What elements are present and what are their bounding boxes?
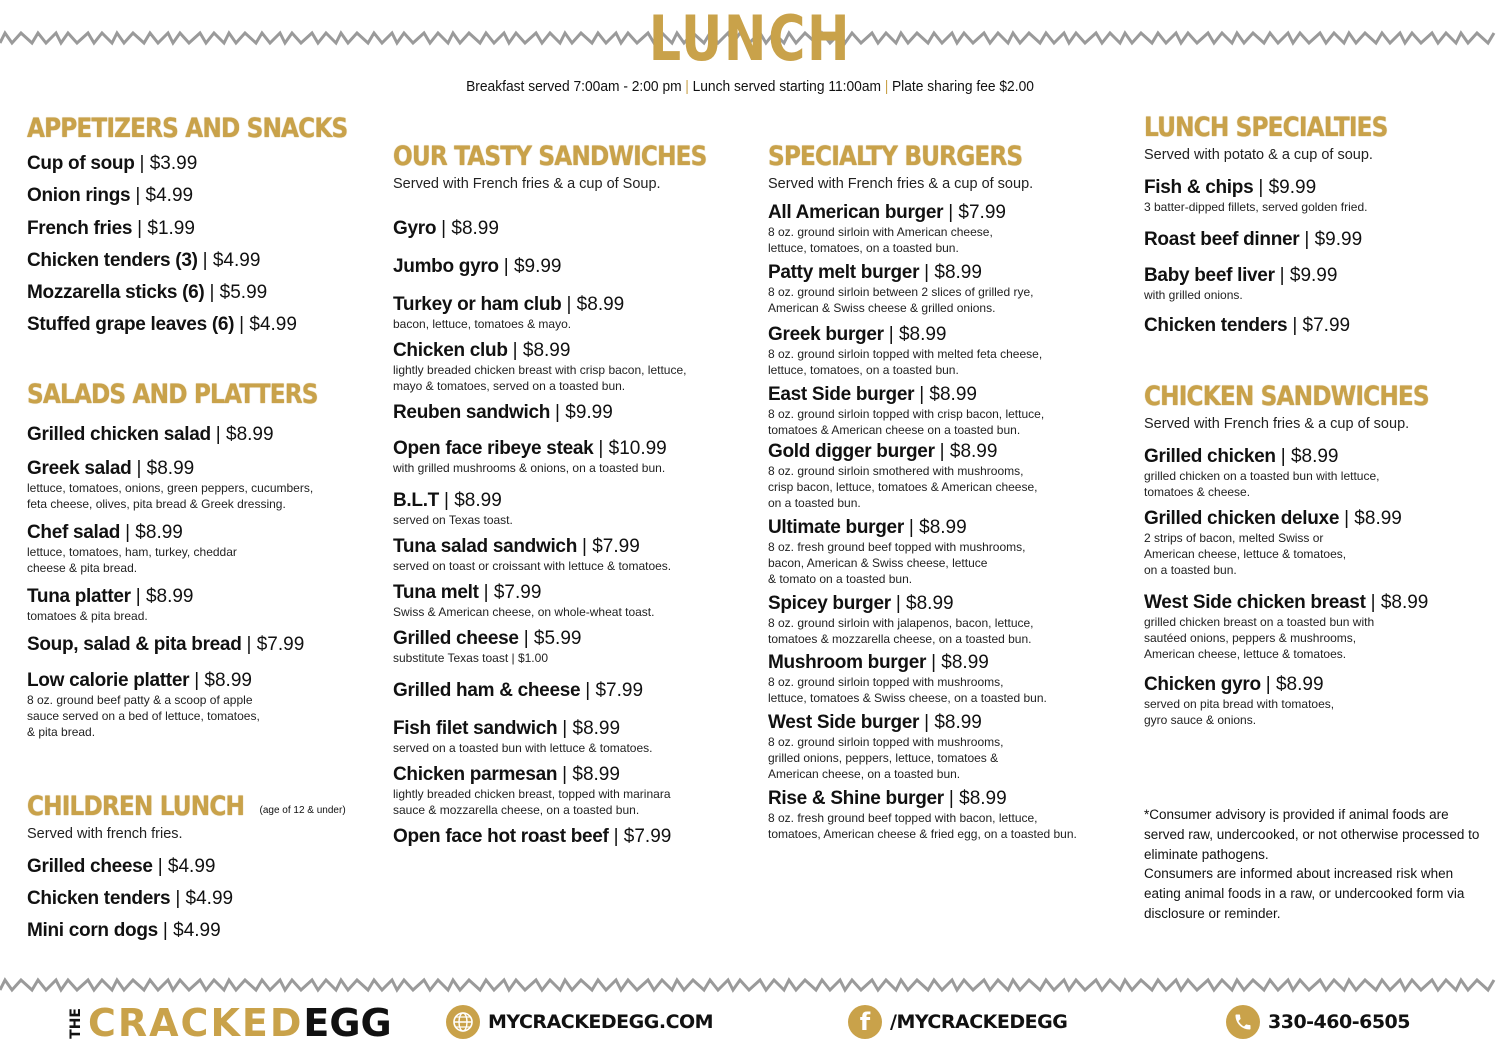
menu-item-price: | $7.99 <box>948 202 1006 223</box>
menu-item-description: 8 oz. ground sirloin topped with mushrooms, grilled onions, peppers, lettuce, tomatoes & American cheese, on a toasted bun. <box>768 735 1004 781</box>
chicken-subtitle: Served with French fries & a cup of soup. <box>1144 416 1410 432</box>
menu-item-line <box>1144 177 1484 199</box>
menu-item-name: Greek burger <box>768 324 884 345</box>
burgers-subtitle: Served with French fries & a cup of soup. <box>768 176 1034 192</box>
menu-item-price: | $9.99 <box>1304 229 1363 250</box>
menu-item-name: West Side chicken breast <box>1144 592 1366 613</box>
menu-item-line <box>768 593 1128 615</box>
facebook-text: /MYCRACKEDEGG <box>890 1011 1068 1033</box>
menu-item-line <box>393 536 753 558</box>
appetizers-list <box>27 153 367 347</box>
menu-item-name: Low calorie platter <box>27 670 190 691</box>
menu-item-price: | $4.99 <box>175 888 234 909</box>
menu-item-name: Grilled cheese <box>393 628 519 649</box>
menu-item-line <box>1144 229 1484 251</box>
menu-item <box>393 490 753 528</box>
menu-item <box>1144 177 1484 215</box>
menu-item <box>393 294 753 332</box>
burgers-list <box>768 202 1128 842</box>
menu-item-line <box>27 458 367 480</box>
menu-item-description: with grilled mushrooms & onions, on a toasted bun. <box>393 461 666 475</box>
menu-item-name: Reuben sandwich <box>393 402 551 423</box>
menu-item-price: | $8.99 <box>441 218 499 239</box>
menu-item-name: Chicken tenders <box>27 888 171 909</box>
menu-item-price: | $8.99 <box>562 764 620 785</box>
menu-item <box>1144 265 1484 303</box>
menu-item-name: Grilled chicken <box>1144 446 1276 467</box>
menu-item-line <box>393 340 753 362</box>
menu-item <box>393 582 753 620</box>
advisory-text: *Consumer advisory is provided if animal foods are served raw, undercooked, or not otherwise processed to eliminate pathogens. Consumers are informed about increased risk when eating animal foods in a raw, or undercooked form via disclosure or reminder. <box>1144 807 1480 921</box>
menu-item-name: Patty melt burger <box>768 262 920 283</box>
menu-item-description: 3 batter-dipped fillets, served golden fried. <box>1144 200 1368 214</box>
menu-item <box>768 384 1128 438</box>
menu-item <box>768 788 1128 842</box>
menu-item-price: | $9.99 <box>503 256 562 277</box>
menu-item-line <box>27 856 367 878</box>
menu-item <box>393 256 753 278</box>
burgers-section <box>768 140 1128 842</box>
menu-item-line <box>27 153 367 175</box>
menu-item-price: | $8.99 <box>924 262 982 283</box>
salads-section <box>27 378 367 740</box>
menu-item-description: lightly breaded chicken breast, topped with marinara sauce & mozzarella cheese, on a toasted bun. <box>393 787 671 817</box>
menu-item-line <box>1144 674 1484 696</box>
menu-item-price: | $8.99 <box>1344 508 1402 529</box>
menu-item-line <box>768 652 1128 674</box>
menu-item-price: | $8.99 <box>1280 446 1339 467</box>
children-list <box>27 856 367 942</box>
menu-item-price: | $1.99 <box>137 217 195 239</box>
menu-item-description: 8 oz. ground sirloin topped with mushrooms, lettuce, tomatoes & Swiss cheese, on a toasted bun. <box>768 675 1047 705</box>
menu-item <box>393 536 753 574</box>
menu-item <box>1144 315 1484 337</box>
menu-item-description: substitute Texas toast | $1.00 <box>393 651 548 665</box>
menu-item <box>27 888 367 910</box>
menu-item-price: | $7.99 <box>246 634 305 655</box>
menu-item-price: | $9.99 <box>1279 265 1338 286</box>
consumer-advisory <box>1144 805 1484 924</box>
menu-item-price: | $7.99 <box>582 536 640 557</box>
menu-item-price: | $4.99 <box>162 920 221 941</box>
children-heading: CHILDREN LUNCH <box>27 791 245 822</box>
children-age-note: (age of 12 & under) <box>259 805 346 817</box>
specialties-list <box>1144 177 1484 337</box>
menu-item-name: Tuna melt <box>393 582 479 603</box>
menu-item <box>27 314 367 346</box>
menu-item-price: | $10.99 <box>598 438 667 459</box>
menu-item-description: grilled chicken on a toasted bun with lettuce, tomatoes & cheese. <box>1144 469 1380 499</box>
menu-item <box>393 402 753 424</box>
menu-item <box>1144 674 1484 728</box>
menu-item-name: Chicken parmesan <box>393 764 558 785</box>
menu-item-price: | $7.99 <box>483 582 542 603</box>
menu-item <box>27 153 367 185</box>
menu-item <box>27 670 367 740</box>
menu-item-line <box>768 712 1128 734</box>
menu-item-line <box>1144 592 1484 614</box>
menu-item-name: Onion rings <box>27 185 131 207</box>
menu-item-description: 8 oz. fresh ground beef topped with mushrooms, bacon, American & Swiss cheese, lettuce & tomato on a toasted bun. <box>768 540 1026 586</box>
menu-item-name: Cup of soup <box>27 153 135 174</box>
specialties-heading: LUNCH SPECIALTIES <box>1144 112 1388 143</box>
menu-item-description: lightly breaded chicken breast with crisp bacon, lettuce, mayo & tomatoes, served on a toasted bun. <box>393 363 687 393</box>
menu-item-name: Spicey burger <box>768 593 891 614</box>
facebook-icon: f <box>848 1005 882 1039</box>
menu-item-description: 8 oz. ground sirloin between 2 slices of grilled rye, American & Swiss cheese & grilled onions. <box>768 285 1034 315</box>
menu-item-price: | $4.99 <box>239 314 297 336</box>
menu-item <box>393 718 753 756</box>
menu-item-price: | $5.99 <box>523 628 582 649</box>
menu-item <box>27 424 367 446</box>
menu-item-name: French fries <box>27 217 133 239</box>
menu-item-description: Swiss & American cheese, on whole-wheat toast. <box>393 605 655 619</box>
menu-item-line <box>27 185 367 207</box>
menu-item-price: | $8.99 <box>512 340 571 361</box>
menu-item-line <box>1144 315 1484 337</box>
menu-item-description: tomatoes & pita bread. <box>27 609 148 623</box>
menu-item-name: Gold digger burger <box>768 441 935 462</box>
menu-item <box>27 920 367 942</box>
menu-item-name: East Side burger <box>768 384 915 405</box>
menu-item-price: | $8.99 <box>888 324 947 345</box>
menu-item-line <box>768 788 1128 810</box>
menu-item-line <box>27 250 367 272</box>
menu-item-line <box>393 718 753 740</box>
column-1 <box>27 112 367 347</box>
menu-item-name: Soup, salad & pita bread <box>27 634 242 655</box>
sandwiches-heading: OUR TASTY SANDWICHES <box>393 141 707 172</box>
menu-item-name: Greek salad <box>27 458 132 479</box>
menu-item-description: bacon, lettuce, tomatoes & mayo. <box>393 317 572 331</box>
menu-item-line <box>27 920 367 942</box>
menu-item-name: Grilled chicken deluxe <box>1144 508 1340 529</box>
menu-item-price: | $7.99 <box>585 680 644 701</box>
menu-item-price: | $8.99 <box>931 652 989 673</box>
menu-item-price: | $8.99 <box>939 441 998 462</box>
menu-item-name: Chicken tenders <box>1144 315 1288 336</box>
menu-item-name: Chicken club <box>393 340 508 361</box>
menu-item-description: served on pita bread with tomatoes, gyro sauce & onions. <box>1144 697 1335 727</box>
menu-item-price: | $5.99 <box>209 282 268 304</box>
menu-item-name: Turkey or ham club <box>393 294 562 315</box>
menu-item-line <box>27 670 367 692</box>
chicken-list <box>1144 446 1484 728</box>
service-hours-line <box>60 78 1440 95</box>
menu-item <box>1144 229 1484 251</box>
menu-item-line <box>1144 265 1484 287</box>
separator: | <box>685 78 689 95</box>
menu-item <box>768 202 1128 256</box>
footer <box>0 985 1500 1060</box>
facebook-link[interactable] <box>848 1005 1067 1039</box>
menu-item-line <box>1144 508 1484 530</box>
menu-item-line <box>393 438 753 460</box>
page-title: LUNCH <box>648 2 852 75</box>
menu-item <box>768 712 1128 782</box>
menu-item-name: Tuna salad sandwich <box>393 536 577 557</box>
menu-item-description: 8 oz. ground sirloin with American cheese, lettuce, tomatoes, on a toasted bun. <box>768 225 993 255</box>
menu-item-name: Jumbo gyro <box>393 256 499 277</box>
menu-item-line <box>393 490 753 512</box>
menu-item-description: 2 strips of bacon, melted Swiss or American cheese, lettuce & tomatoes, on a toasted bun. <box>1144 531 1347 577</box>
phone-text: 330-460-6505 <box>1268 1011 1410 1033</box>
menu-item-name: Mushroom burger <box>768 652 927 673</box>
menu-item-price: | $8.99 <box>444 490 502 511</box>
menu-item <box>768 324 1128 378</box>
phone-icon <box>1226 1005 1260 1039</box>
menu-item-name: Open face ribeye steak <box>393 438 594 459</box>
menu-item-line <box>27 888 367 910</box>
menu-item-name: All American burger <box>768 202 944 223</box>
logo-cracked: CRACKED <box>88 1001 304 1045</box>
menu-item <box>27 634 367 656</box>
menu-item-line <box>27 634 367 656</box>
menu-item-price: | $8.99 <box>135 586 194 607</box>
menu-item-name: B.L.T <box>393 490 439 511</box>
menu-item-price: | $8.99 <box>125 522 183 543</box>
menu-item-line <box>393 402 753 424</box>
menu-item <box>768 652 1128 706</box>
salads-heading: SALADS AND PLATTERS <box>27 379 318 410</box>
menu-item-name: Grilled cheese <box>27 856 153 877</box>
menu-item <box>1144 446 1484 500</box>
menu-item <box>27 856 367 878</box>
sandwiches-section <box>393 140 753 848</box>
menu-item-name: Mini corn dogs <box>27 920 158 941</box>
menu-item-price: | $8.99 <box>924 712 982 733</box>
menu-item-price: | $8.99 <box>562 718 621 739</box>
plate-sharing-fee: Plate sharing fee $2.00 <box>891 78 1034 95</box>
menu-item-description: with grilled onions. <box>1144 288 1243 302</box>
menu-item-price: | $4.99 <box>135 185 194 207</box>
menu-item <box>393 218 753 240</box>
menu-item-line <box>27 314 367 336</box>
logo-egg: EGG <box>303 1001 392 1045</box>
burgers-heading: SPECIALTY BURGERS <box>768 141 1023 172</box>
menu-item-line <box>768 441 1128 463</box>
menu-item-description: lettuce, tomatoes, ham, turkey, cheddar cheese & pita bread. <box>27 545 237 575</box>
website-text: MYCRACKEDEGG.COM <box>488 1011 714 1033</box>
menu-item-name: Chicken gyro <box>1144 674 1261 695</box>
menu-item-price: | $8.99 <box>215 424 274 445</box>
menu-item-line <box>393 582 753 604</box>
menu-item <box>27 282 367 314</box>
menu-item-line <box>27 282 367 304</box>
menu-item-line <box>393 256 753 278</box>
menu-item-price: | $4.99 <box>157 856 216 877</box>
menu-item <box>768 441 1128 511</box>
phone-link[interactable] <box>1226 1005 1410 1039</box>
menu-item-description: lettuce, tomatoes, onions, green peppers, cucumbers, feta cheese, olives, pita bread & Greek dressing. <box>27 481 314 511</box>
menu-item-price: | $3.99 <box>139 153 198 174</box>
logo-the: THE <box>68 1007 84 1039</box>
menu-item-name: Gyro <box>393 218 437 239</box>
menu-item-name: Fish filet sandwich <box>393 718 558 739</box>
menu-item <box>393 340 753 394</box>
menu-item-name: Fish & chips <box>1144 177 1254 198</box>
menu-item-description: 8 oz. ground sirloin topped with crisp bacon, lettuce, tomatoes & American cheese on a toasted bun. <box>768 407 1045 437</box>
menu-item-line <box>768 262 1128 284</box>
menu-item-price: | $9.99 <box>555 402 613 423</box>
children-section <box>27 790 367 942</box>
menu-item-line <box>27 218 367 240</box>
menu-item-name: Tuna platter <box>27 586 131 607</box>
menu-item-name: Rise & Shine burger <box>768 788 944 809</box>
menu-item <box>393 680 753 702</box>
menu-item <box>27 522 367 576</box>
menu-item <box>27 458 367 512</box>
menu-item-line <box>1144 446 1484 468</box>
menu-item <box>27 250 367 282</box>
menu-item-line <box>27 424 367 446</box>
menu-item-price: | $9.99 <box>1258 177 1317 198</box>
menu-item-name: Open face hot roast beef <box>393 826 609 847</box>
globe-icon <box>446 1005 480 1039</box>
menu-item-description: served on toast or croissant with lettuce & tomatoes. <box>393 559 672 573</box>
cracked-egg-logo <box>68 993 392 1053</box>
menu-item-price: | $7.99 <box>1292 315 1351 336</box>
menu-item-line <box>27 522 367 544</box>
appetizers-heading: APPETIZERS AND SNACKS <box>27 113 348 144</box>
menu-item <box>768 593 1128 647</box>
sandwiches-subtitle: Served with French fries & a cup of Soup. <box>393 176 661 192</box>
menu-item-price: | $7.99 <box>613 826 672 847</box>
menu-item-line <box>393 628 753 650</box>
menu-item-line <box>393 294 753 316</box>
breakfast-hours: Breakfast served 7:00am - 2:00 pm <box>466 78 682 95</box>
menu-item <box>768 517 1128 587</box>
menu-item-name: Grilled chicken salad <box>27 424 211 445</box>
menu-item-description: 8 oz. ground beef patty & a scoop of apple sauce served on a bed of lettuce, tomatoes, & pita bread. <box>27 693 260 739</box>
menu-item-line <box>27 586 367 608</box>
menu-item-line <box>393 680 753 702</box>
menu-item-price: | $4.99 <box>202 249 261 271</box>
website-link[interactable] <box>446 1005 713 1039</box>
menu-item-name: Grilled ham & cheese <box>393 680 581 701</box>
menu-item-description: 8 oz. ground sirloin smothered with mushrooms, crisp bacon, lettuce, tomatoes & American cheese, on a toasted bun. <box>768 464 1038 510</box>
menu-item-name: Chef salad <box>27 522 121 543</box>
menu-item-line <box>393 826 753 848</box>
menu-item <box>27 185 367 217</box>
menu-item <box>393 764 753 818</box>
menu-item-line <box>768 384 1128 406</box>
menu-item-price: | $8.99 <box>136 458 195 479</box>
menu-item-description: 8 oz. fresh ground beef topped with bacon, lettuce, tomatoes, American cheese & fried egg, on a toasted bun. <box>768 811 1077 841</box>
chicken-section <box>1144 380 1484 728</box>
children-subtitle: Served with french fries. <box>27 826 183 842</box>
menu-item-price: | $8.99 <box>919 384 977 405</box>
menu-item-price: | $8.99 <box>1265 674 1324 695</box>
menu-item-price: | $8.99 <box>895 593 954 614</box>
menu-item-description: grilled chicken breast on a toasted bun with sautéed onions, peppers & mushrooms, American cheese, lettuce & tomatoes. <box>1144 615 1375 661</box>
menu-item-name: Ultimate burger <box>768 517 904 538</box>
menu-item-price: | $8.99 <box>908 517 967 538</box>
separator: | <box>884 78 889 95</box>
menu-item-price: | $8.99 <box>1370 592 1429 613</box>
lunch-hours: Lunch served starting 11:00am <box>692 78 882 95</box>
menu-item-name: Stuffed grape leaves (6) <box>27 314 235 336</box>
menu-item-price: | $8.99 <box>566 294 625 315</box>
menu-item-price: | $8.99 <box>948 788 1007 809</box>
menu-item <box>27 218 367 250</box>
sandwiches-list <box>393 218 753 848</box>
menu-item-price: | $8.99 <box>194 670 252 691</box>
menu-item-line <box>393 764 753 786</box>
menu-item-description: served on a toasted bun with lettuce & tomatoes. <box>393 741 653 755</box>
menu-item <box>1144 508 1484 578</box>
menu-item-line <box>768 517 1128 539</box>
menu-item <box>393 826 753 848</box>
menu-item-line <box>768 324 1128 346</box>
menu-item <box>27 586 367 624</box>
specialties-subtitle: Served with potato & a cup of soup. <box>1144 147 1373 163</box>
menu-item <box>768 262 1128 316</box>
menu-item-description: served on Texas toast. <box>393 513 513 527</box>
menu-item-line <box>768 202 1128 224</box>
menu-item-description: 8 oz. ground sirloin topped with melted feta cheese, lettuce, tomatoes, on a toasted bun. <box>768 347 1043 377</box>
menu-item <box>1144 592 1484 662</box>
menu-item <box>393 438 753 476</box>
children-heading-row <box>27 790 367 824</box>
specialties-section <box>1144 111 1484 337</box>
menu-item-name: West Side burger <box>768 712 920 733</box>
menu-item-name: Mozzarella sticks (6) <box>27 282 205 304</box>
menu-item-line <box>393 218 753 240</box>
menu-item-name: Baby beef liver <box>1144 265 1275 286</box>
menu-item <box>393 628 753 666</box>
salads-list <box>27 424 367 740</box>
chicken-heading: CHICKEN SANDWICHES <box>1144 381 1429 412</box>
menu-item-name: Roast beef dinner <box>1144 229 1300 250</box>
menu-item-name: Chicken tenders (3) <box>27 249 198 271</box>
menu-item-description: 8 oz. ground sirloin with jalapenos, bacon, lettuce, tomatoes & mozzarella cheese, on a toasted bun. <box>768 616 1034 646</box>
